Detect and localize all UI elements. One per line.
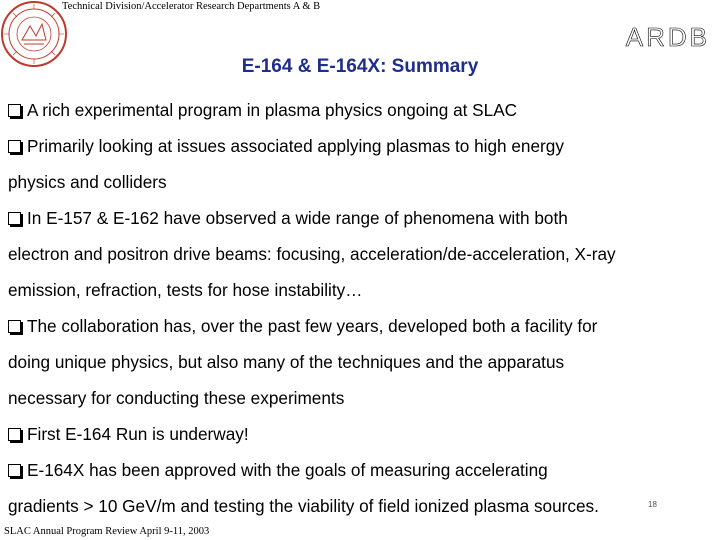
checkbox-bullet-icon [8,104,21,117]
bullet-item [8,128,714,200]
ardb-logo [626,22,710,53]
page-title: E-164 & E-164X: Summary [241,56,479,77]
checkbox-bullet-icon [8,464,21,477]
bullet-line: In E-157 & E-162 have observed a wide range of phenomena with both [27,208,568,228]
bullet-line: E-164X has been approved with the goals of measuring accelerating [27,460,548,480]
header-department: Technical Division/Accelerator Research Departments A & B [62,1,321,12]
bullet-line: The collaboration has, over the past few years, developed both a facility for [27,316,598,336]
bullet-list [8,92,714,524]
bullet-item [8,200,714,308]
bullet-item [8,308,714,416]
bullet-line: emission, refraction, tests for hose instability… [8,280,363,300]
bullet-line: electron and positron drive beams: focusing, acceleration/de-acceleration, X-ray [8,244,616,264]
footer-text: SLAC Annual Program Review April 9-11, 2003 [4,526,210,537]
ardb-logo-text: ARDB [625,22,710,52]
bullet-line: A rich experimental program in plasma physics ongoing at SLAC [27,100,518,120]
bullet-item [8,416,714,452]
page-number: 18 [648,500,657,509]
bullet-line: necessary for conducting these experiments [8,388,345,408]
bullet-line: Primarily looking at issues associated applying plasmas to high energy [27,136,564,156]
checkbox-bullet-icon [8,140,21,153]
bullet-line: gradients > 10 GeV/m and testing the viability of field ionized plasma sources. [8,496,599,516]
bullet-line: First E-164 Run is underway! [27,424,249,444]
bullet-line: physics and colliders [8,172,167,192]
bullet-item [8,452,714,524]
checkbox-bullet-icon [8,212,21,225]
checkbox-bullet-icon [8,428,21,441]
bullet-item [8,92,714,128]
checkbox-bullet-icon [8,320,21,333]
bullet-line: doing unique physics, but also many of the techniques and the apparatus [8,352,565,372]
